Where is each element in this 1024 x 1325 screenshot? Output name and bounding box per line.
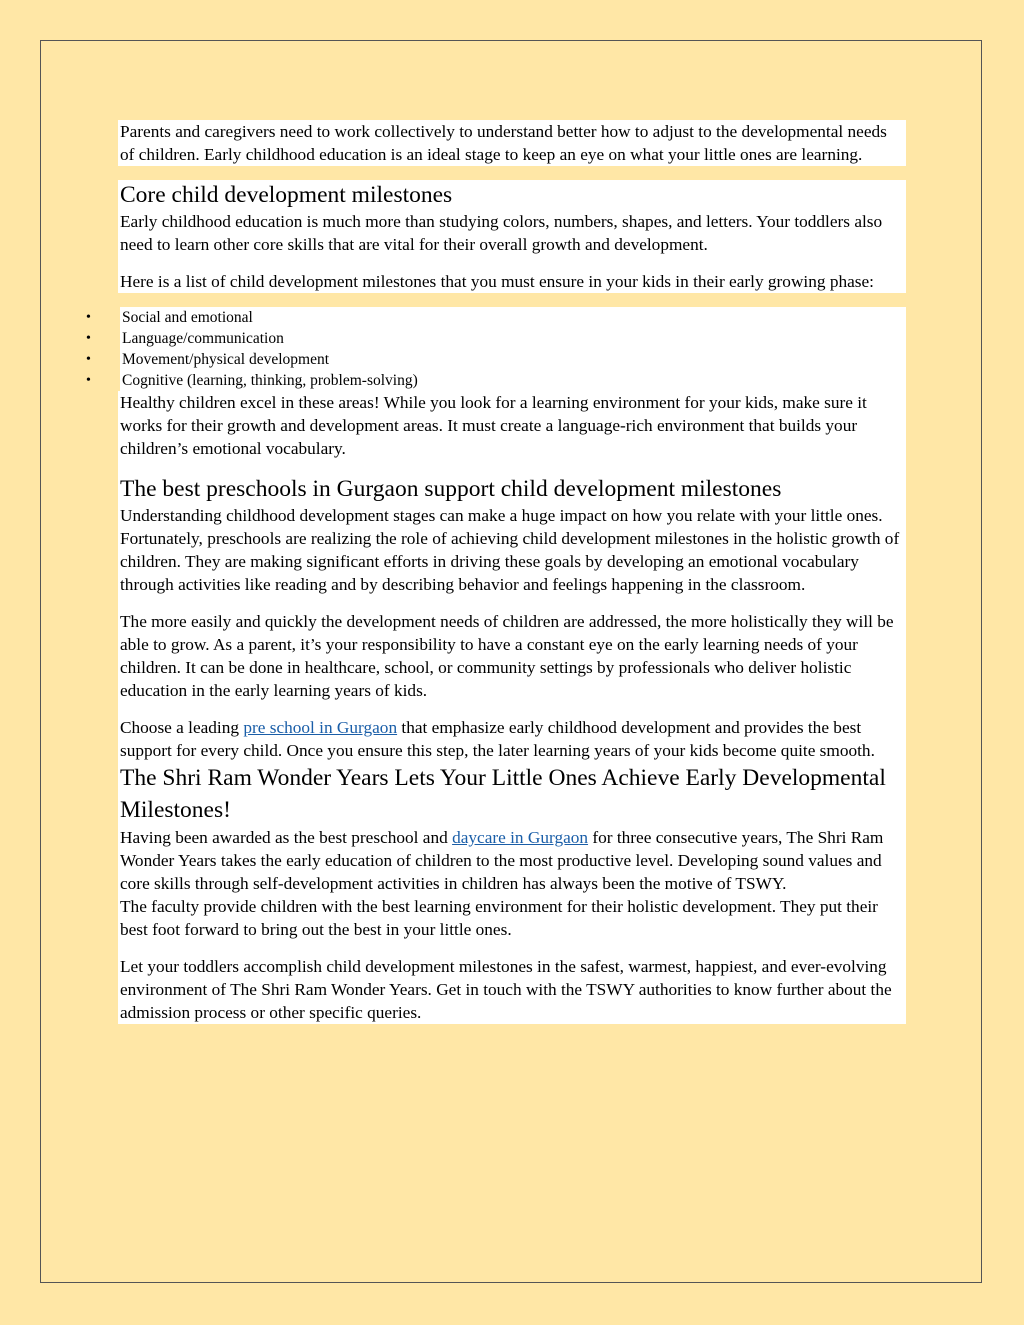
heading-best-preschools: The best preschools in Gurgaon support child development milestones	[120, 476, 782, 502]
bullet-icon: •	[86, 331, 91, 346]
document-body	[86, 120, 906, 1024]
tswy-paragraph-3: Let your toddlers accomplish child development milestones in the safest, warmest, happiest, and ever-evolving environment of The Shri Ram Wonder Years. Get in touch with the TSWY authorities to know further about the admission process or other specific queries.	[120, 957, 892, 1022]
pre-school-gurgaon-link[interactable]: pre school in Gurgaon	[243, 718, 398, 737]
core-milestones-paragraph-1: Early childhood education is much more than studying colors, numbers, shapes, and letters. Your toddlers also need to learn other core skills that are vital for their overall growth and development.	[120, 212, 883, 254]
best-preschools-paragraph-3: Choose a leading pre school in Gurgaon that emphasize early childhood development and provides the best support for every child. Once you ensure this step, the later learning years of your kids become quite smooth.	[120, 718, 875, 760]
tswy-paragraph-2: The faculty provide children with the best learning environment for their holistic development. They put their best foot forward to bring out the best in your little ones.	[120, 897, 878, 939]
best-preschools-paragraph-2: The more easily and quickly the development needs of children are addressed, the more holistically they will be able to grow. As a parent, it’s your responsibility to have a constant eye on the early learning needs of your children. It can be done in healthcare, school, or community settings by professionals who deliver holistic education in the early learning years of kids.	[120, 612, 894, 700]
list-item: • Cognitive (learning, thinking, problem-solving)	[0, 370, 906, 391]
bullet-icon: •	[86, 352, 91, 367]
list-item: • Language/communication	[0, 328, 906, 349]
milestones-list	[0, 307, 906, 391]
list-item: • Movement/physical development	[0, 349, 906, 370]
bullet-icon: •	[86, 310, 91, 325]
bullet-icon: •	[86, 373, 91, 388]
intro-block	[118, 120, 906, 166]
best-preschools-paragraph-1: Understanding childhood development stages can make a huge impact on how you relate with your little ones. Fortunately, preschools are realizing the role of achieving child development milestones in the holistic growth of children. They are making significant efforts in driving these goals by developing an emotional vocabulary through activities like reading and by describing behavior and feelings happening in the classroom.	[120, 506, 900, 594]
heading-tswy: The Shri Ram Wonder Years Lets Your Little Ones Achieve Early Developmental Milestones!	[120, 765, 886, 823]
daycare-gurgaon-link[interactable]: daycare in Gurgaon	[452, 828, 589, 847]
healthy-children-paragraph: Healthy children excel in these areas! While you look for a learning environment for your kids, make sure it works for their growth and development areas. It must create a language-rich environment that builds your children’s emotional vocabulary.	[120, 393, 867, 458]
core-milestones-paragraph-2: Here is a list of child development milestones that you must ensure in your kids in their early growing phase:	[120, 272, 874, 291]
intro-paragraph: Parents and caregivers need to work collectively to understand better how to adjust to the developmental needs of children. Early childhood education is an ideal stage to keep an eye on what your little ones are learning.	[120, 122, 887, 164]
section-best-preschools	[118, 391, 906, 1024]
list-item: • Social and emotional	[0, 307, 906, 328]
heading-core-milestones: Core child development milestones	[120, 182, 453, 208]
section-core-milestones	[118, 180, 906, 293]
tswy-paragraph-1: Having been awarded as the best preschool and daycare in Gurgaon for three consecutive years, The Shri Ram Wonder Years takes the early education of children to the most productive level. Developing sound values and core skills through self-development activities in children has always been the motive of TSWY.	[120, 828, 884, 893]
